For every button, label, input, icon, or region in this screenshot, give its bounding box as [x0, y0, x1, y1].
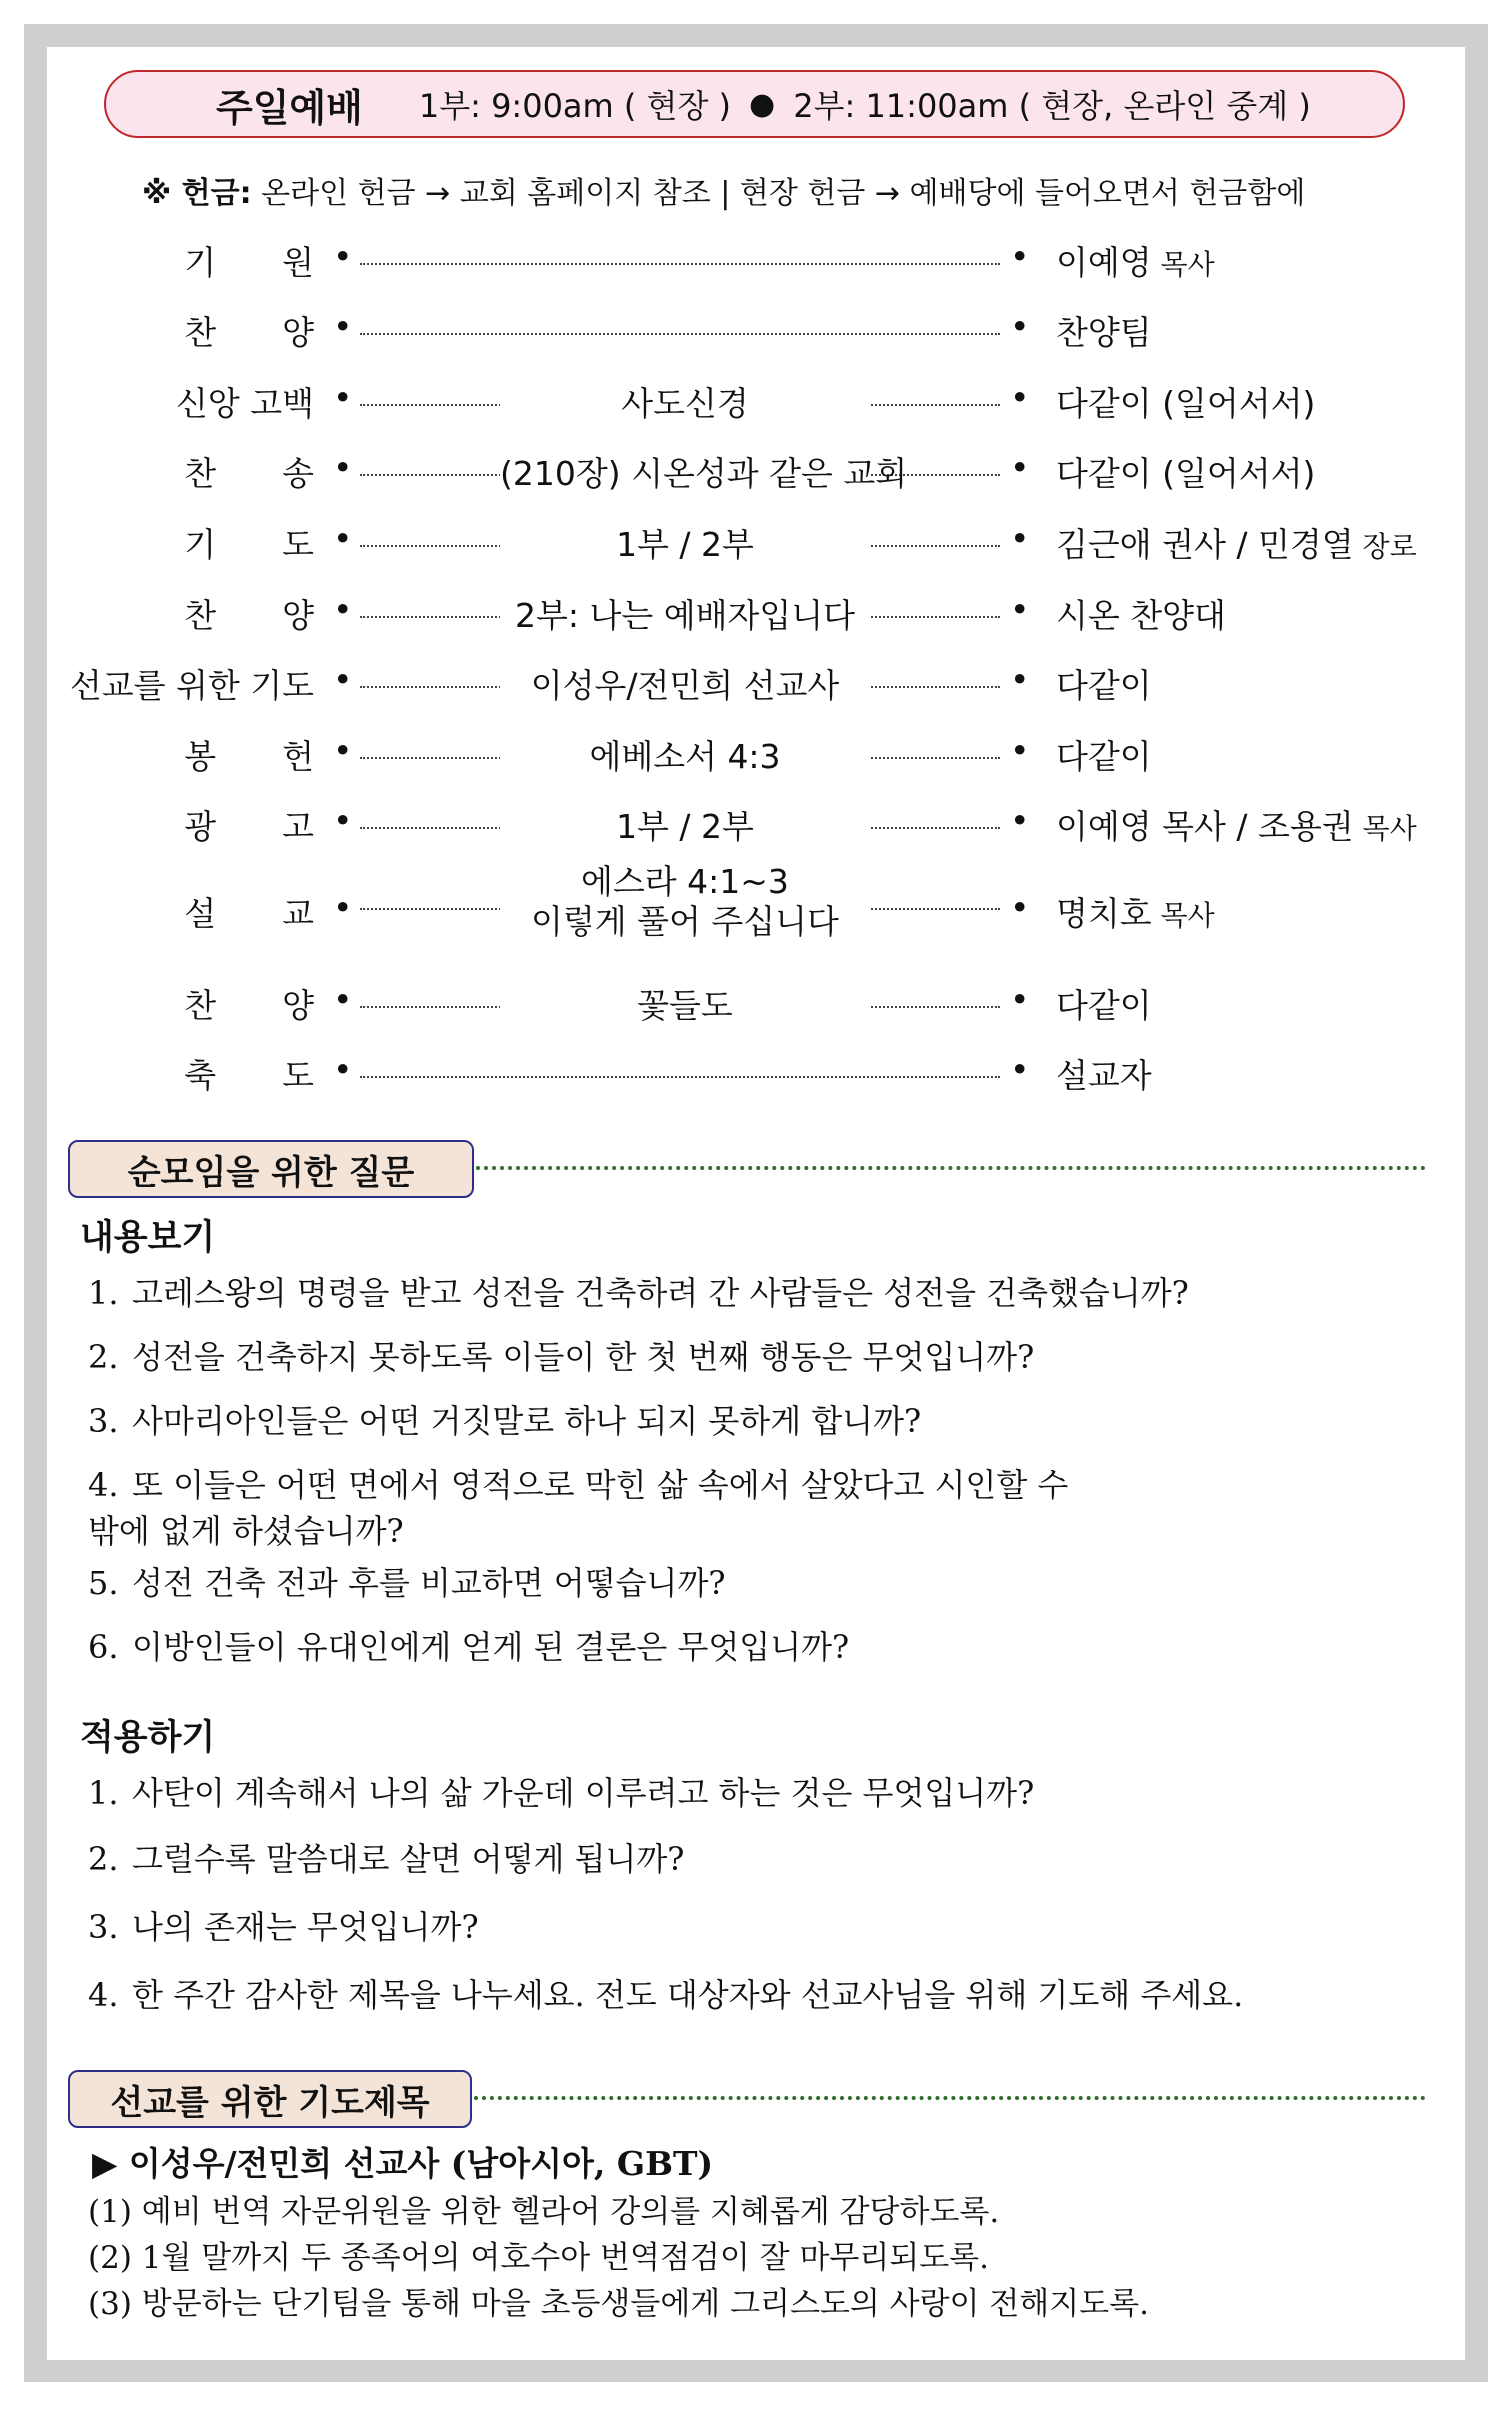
order-leader-name [1056, 660, 1152, 707]
order-label: 찬 양 [184, 596, 314, 635]
order-detail-text: (210장) 시온성과 같은 교회 [500, 454, 908, 493]
order-row [0, 590, 1512, 634]
order-detail [500, 862, 870, 942]
question-text: 한 주간 감사한 제목을 나누세요. 전도 대상자와 선교사님을 위해 기도해 주세요. [132, 1976, 1244, 2014]
order-row [0, 801, 1512, 845]
order-label: 축 도 [184, 1056, 314, 1095]
order-leader-name [1056, 731, 1152, 778]
questions-section-title: 순모임을 위한 질문 [127, 1152, 415, 1193]
question-number: 3. [88, 1402, 119, 1440]
bullet-icon: • [1010, 801, 1030, 840]
order-detail [500, 980, 870, 1027]
order-label: 신앙 고백 [175, 384, 314, 423]
order-leader-name [1056, 888, 1215, 935]
order-row [0, 660, 1512, 704]
question-item [88, 1836, 1388, 1882]
bullet-icon: • [1010, 888, 1030, 927]
question-text: 나의 존재는 무엇입니까? [132, 1908, 479, 1946]
bullet-icon: • [1010, 660, 1030, 699]
first-service-time: 1부: 9:00am ( 현장 ) [418, 87, 732, 125]
order-row [0, 378, 1512, 422]
bullet-icon: • [1010, 590, 1030, 629]
order-detail-text: 에스라 4:1~3 [581, 862, 789, 901]
question-number: 2. [88, 1338, 119, 1376]
leader-name: 설교자 [1056, 1056, 1152, 1095]
question-text: 성전을 건축하지 못하도록 이들이 한 첫 번째 행동은 무엇입니까? [132, 1338, 1035, 1376]
dotted-leader [360, 1076, 1000, 1078]
service-title: 주일예배 [216, 85, 363, 130]
bullet-icon: • [333, 1050, 353, 1089]
order-row [0, 980, 1512, 1024]
order-row [0, 731, 1512, 775]
content-heading: 내용보기 [80, 1218, 216, 1258]
question-item [88, 1972, 1388, 2018]
dotted-leader [360, 333, 1000, 335]
leader-title: 장로 [1353, 530, 1417, 563]
question-item [88, 1398, 1388, 1444]
offering-note-prefix: ※ 헌금: [142, 176, 252, 211]
prayer-item: (2) 1월 말까지 두 종족어의 여호수아 번역점검이 잘 마무리되도록. [88, 2240, 989, 2276]
leader-title: 목사 [1151, 248, 1215, 281]
order-label: 찬 양 [184, 986, 314, 1025]
leader-name: 이예영 목사 / 조용권 [1056, 807, 1354, 846]
order-row [0, 862, 1512, 978]
question-text: 고레스왕의 명령을 받고 성전을 건축하려 간 사람들은 성전을 건축했습니까? [132, 1274, 1189, 1312]
order-detail [500, 519, 870, 566]
question-text: 또 이들은 어떤 면에서 영적으로 막힌 삶 속에서 살았다고 시인할 수밖에 없게 하셨습니까? [88, 1466, 1069, 1550]
order-detail-text: 1부 / 2부 [616, 807, 754, 846]
leader-name: 명치호 [1056, 894, 1152, 933]
order-detail [500, 378, 870, 425]
order-leader-name [1056, 590, 1226, 637]
order-detail-text: 에베소서 4:3 [589, 737, 781, 776]
bullet-icon: • [333, 448, 353, 487]
order-detail [500, 731, 870, 778]
order-detail [500, 801, 870, 848]
sermon-title: 이렇게 풀어 주십니다 [531, 902, 839, 941]
question-item [88, 1624, 1388, 1670]
leader-title: 목사 [1151, 899, 1215, 932]
order-detail [500, 660, 870, 707]
bullet-icon: • [333, 307, 353, 346]
section-divider [476, 1166, 1426, 1170]
question-text: 그럴수록 말씀대로 살면 어떻게 됩니까? [132, 1840, 685, 1878]
question-number: 1. [88, 1774, 119, 1812]
order-detail-text: 1부 / 2부 [616, 525, 754, 564]
bullet-icon: • [1010, 307, 1030, 346]
leader-name: 다같이 [1056, 737, 1152, 776]
prayer-section-tab [68, 2070, 472, 2128]
question-item [88, 1270, 1388, 1316]
prayer-item: (3) 방문하는 단기팀을 통해 마을 초등생들에게 그리스도의 사랑이 전해지도록. [88, 2286, 1149, 2322]
missionary-name: ▶ 이성우/전민희 선교사 (남아시아, GBT) [92, 2144, 714, 2183]
question-number: 1. [88, 1274, 119, 1312]
order-detail-text: 2부: 나는 예배자입니다 [515, 596, 855, 635]
question-item [88, 1904, 1388, 1950]
order-leader-name [1056, 1050, 1152, 1097]
second-service-time: 2부: 11:00am ( 현장, 온라인 중계 ) [793, 87, 1311, 125]
order-detail-text: 꽃들도 [637, 986, 733, 1025]
order-label: 기 원 [184, 243, 314, 282]
leader-name: 다같이 [1056, 666, 1152, 705]
order-detail [500, 448, 908, 495]
order-row [0, 307, 1512, 351]
order-leader-name [1056, 378, 1315, 425]
leader-name: 찬양팀 [1056, 313, 1152, 352]
order-row [0, 448, 1512, 492]
question-number: 5. [88, 1564, 119, 1602]
bullet-icon: • [1010, 980, 1030, 1019]
prayer-section-title: 선교를 위한 기도제목 [110, 2082, 430, 2123]
question-item [88, 1334, 1388, 1380]
bullet-icon: • [333, 660, 353, 699]
question-item [88, 1560, 1388, 1606]
order-leader-name [1056, 519, 1417, 566]
question-item [88, 1770, 1388, 1816]
order-leader-name [1056, 801, 1417, 848]
order-leader-name [1056, 980, 1152, 1027]
service-time-header [104, 70, 1405, 138]
leader-name: 김근애 권사 / 민경열 [1056, 525, 1354, 564]
leader-name: 다같이 (일어서서) [1056, 384, 1316, 423]
order-row [0, 237, 1512, 281]
dotted-leader [360, 263, 1000, 265]
prayer-item: (1) 예비 번역 자문위원을 위한 헬라어 강의를 지혜롭게 감당하도록. [88, 2194, 1000, 2230]
question-text: 성전 건축 전과 후를 비교하면 어떻습니까? [132, 1564, 726, 1602]
question-text: 사탄이 계속해서 나의 삶 가운데 이루려고 하는 것은 무엇입니까? [132, 1774, 1035, 1812]
order-label: 찬 송 [184, 454, 314, 493]
section-divider [474, 2096, 1426, 2100]
apply-heading: 적용하기 [80, 1718, 216, 1758]
offering-note [142, 168, 1305, 212]
order-detail-text: 이성우/전민희 선교사 [530, 666, 840, 705]
bullet-icon: • [333, 590, 353, 629]
bullet-icon: • [333, 237, 353, 276]
order-label: 선교를 위한 기도 [69, 666, 314, 705]
order-leader-name [1056, 448, 1315, 495]
order-label: 광 고 [184, 807, 314, 846]
leader-name: 다같이 [1056, 986, 1152, 1025]
question-item [88, 1462, 1088, 1554]
leader-name: 다같이 (일어서서) [1056, 454, 1316, 493]
bullet-icon: • [1010, 448, 1030, 487]
leader-name: 이예영 [1056, 243, 1152, 282]
bullet-icon: • [1010, 237, 1030, 276]
question-text: 사마리아인들은 어떤 거짓말로 하나 되지 못하게 합니까? [132, 1402, 922, 1440]
question-text: 이방인들이 유대인에게 얻게 된 결론은 무엇입니까? [132, 1628, 850, 1666]
question-number: 2. [88, 1840, 119, 1878]
question-number: 6. [88, 1628, 119, 1666]
question-number: 4. [88, 1466, 119, 1504]
order-row [0, 1050, 1512, 1094]
questions-section-tab [68, 1140, 474, 1198]
question-number: 4. [88, 1976, 119, 2014]
bullet-icon: • [1010, 1050, 1030, 1089]
question-number: 3. [88, 1908, 119, 1946]
leader-title: 목사 [1353, 812, 1417, 845]
order-leader-name [1056, 307, 1152, 354]
bullet-icon: • [333, 801, 353, 840]
order-label: 찬 양 [184, 313, 314, 352]
bullet-separator: ● [749, 86, 776, 122]
offering-note-text: 온라인 헌금 → 교회 홈페이지 참조 | 현장 헌금 → 예배당에 들어오면서 헌금함에 [251, 176, 1306, 211]
bullet-icon: • [1010, 378, 1030, 417]
order-label: 봉 헌 [184, 737, 314, 776]
order-detail [500, 590, 870, 637]
order-row [0, 519, 1512, 563]
bullet-icon: • [333, 378, 353, 417]
leader-name: 시온 찬양대 [1056, 596, 1226, 635]
bullet-icon: • [333, 980, 353, 1019]
bullet-icon: • [1010, 731, 1030, 770]
order-leader-name [1056, 237, 1215, 284]
order-label: 기 도 [184, 525, 314, 564]
order-detail-text: 사도신경 [621, 384, 749, 423]
bullet-icon: • [333, 519, 353, 558]
bullet-icon: • [333, 888, 353, 927]
bullet-icon: • [333, 731, 353, 770]
bullet-icon: • [1010, 519, 1030, 558]
order-label: 설 교 [184, 894, 314, 933]
